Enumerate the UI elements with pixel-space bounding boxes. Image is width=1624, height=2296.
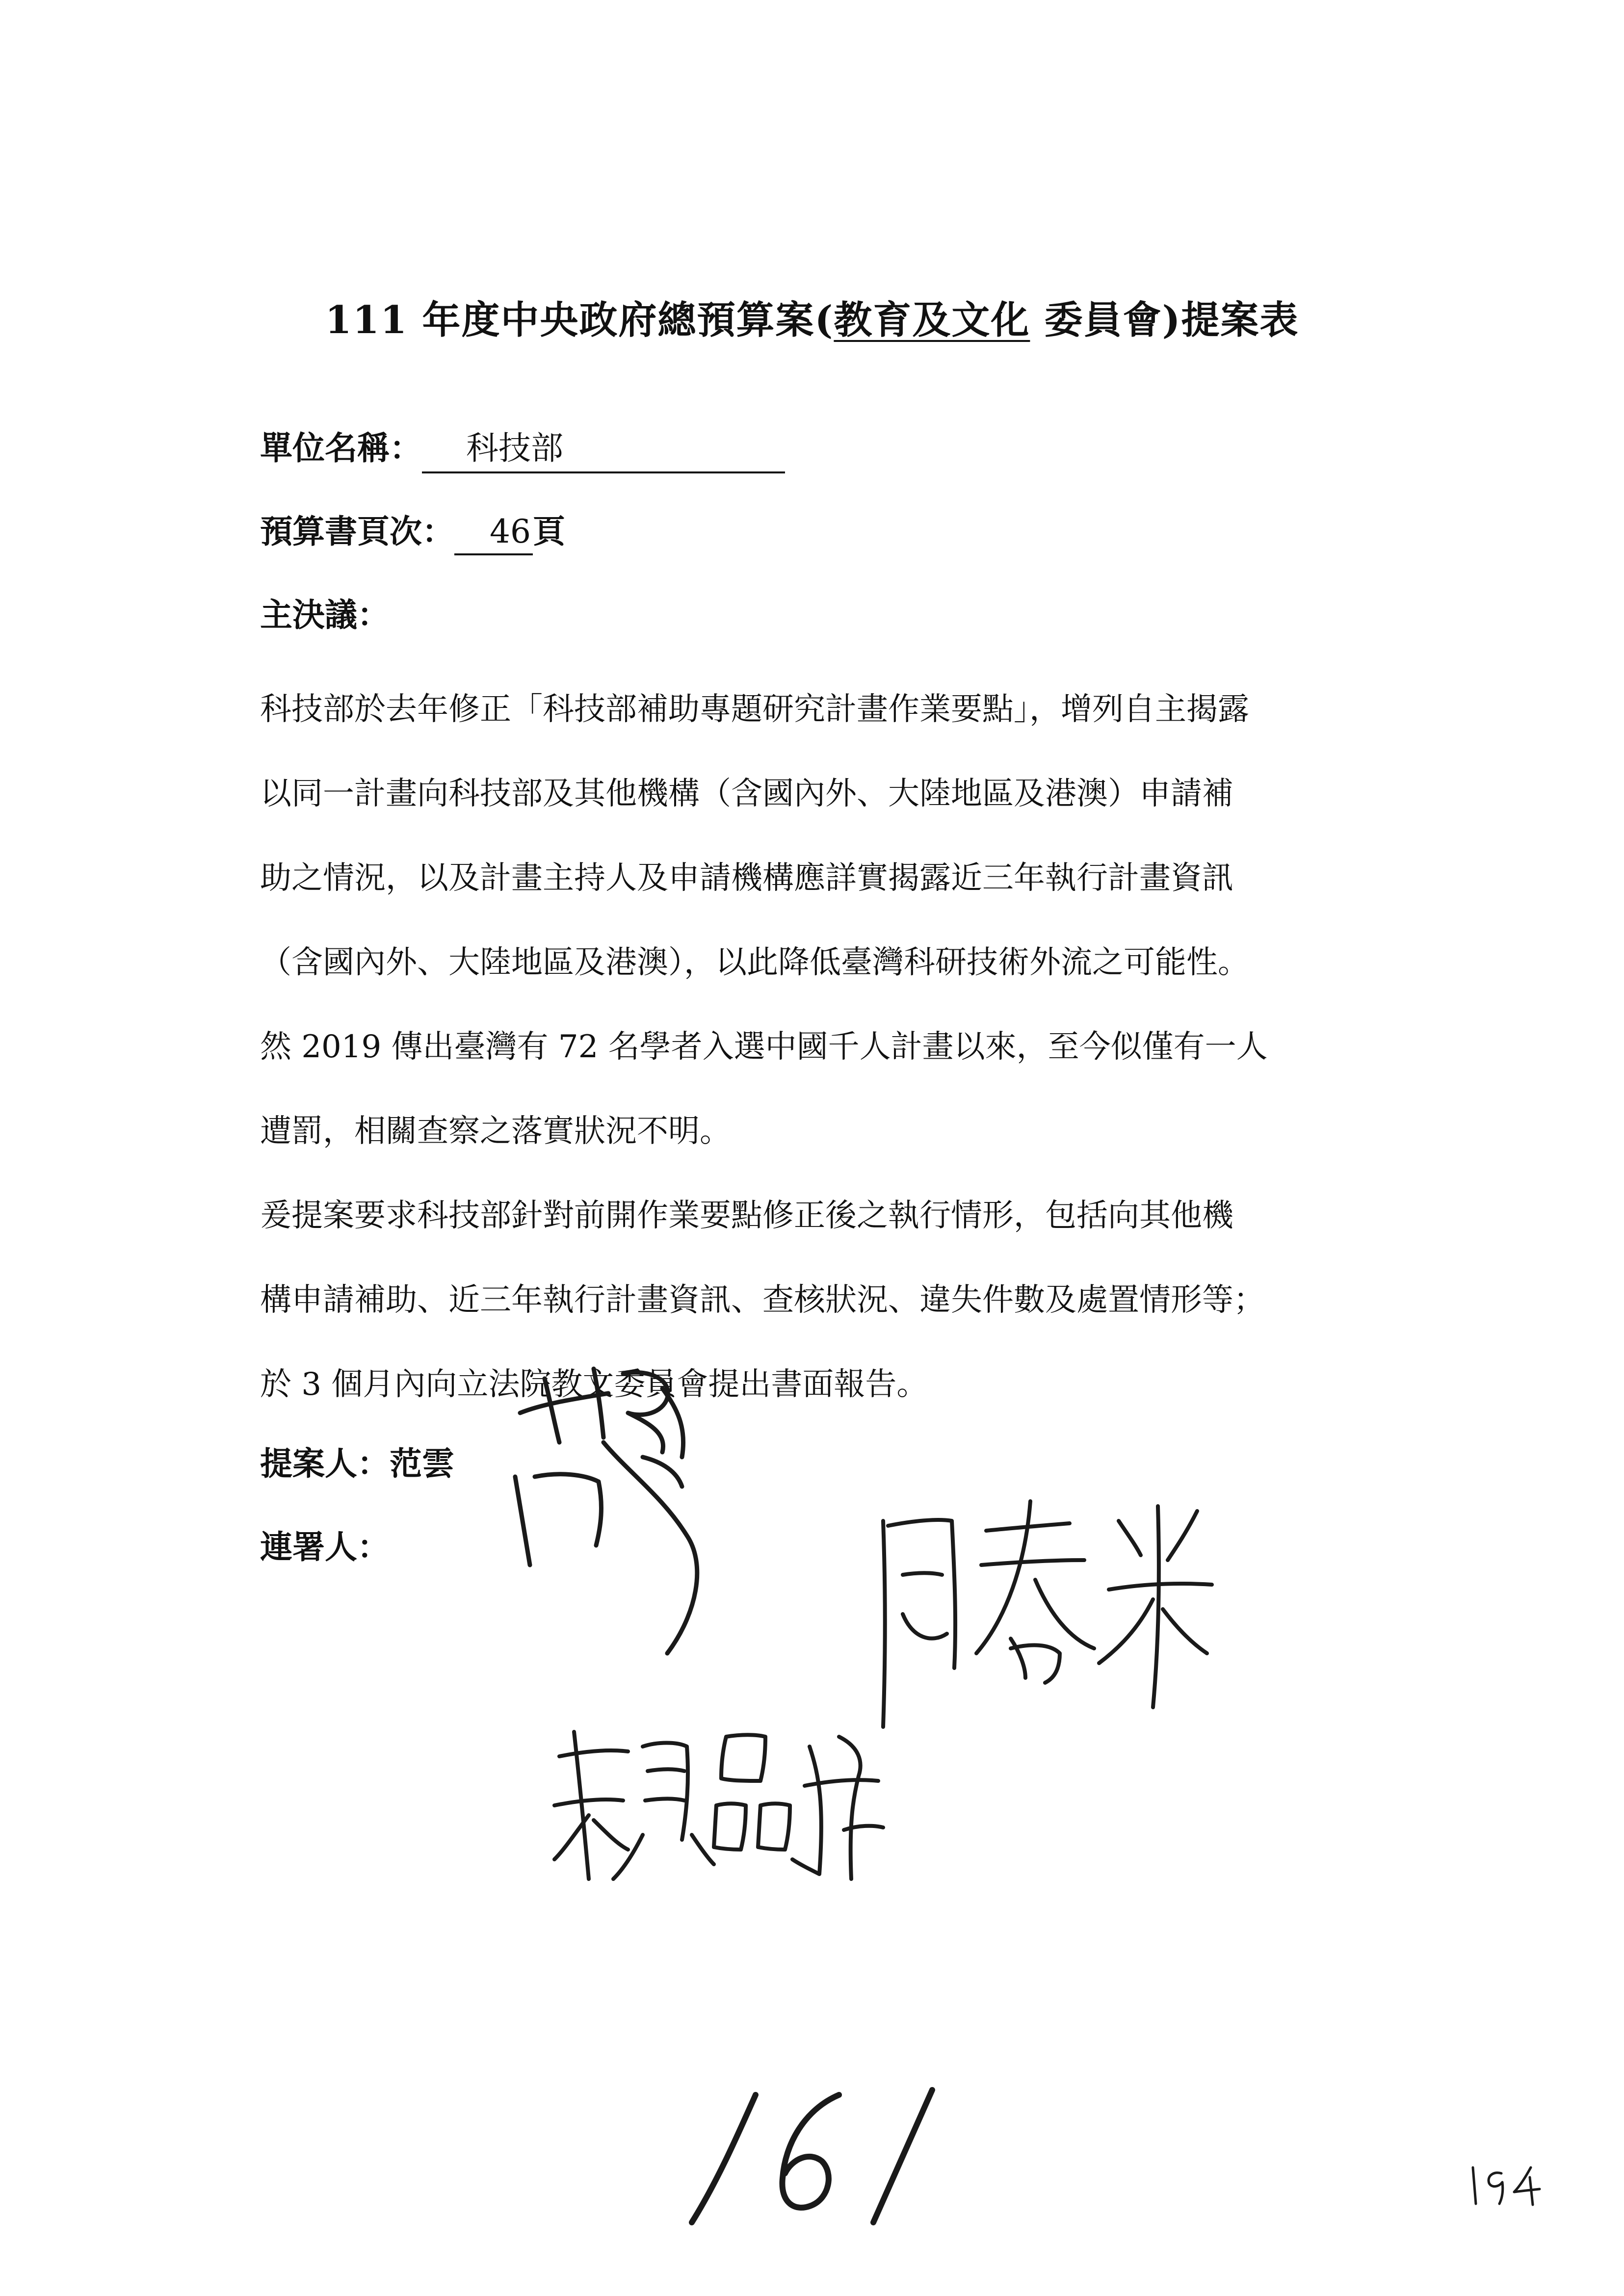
- body-line: 遭罰，相關查察之落實狀況不明。: [260, 1113, 731, 1149]
- title-prefix: 111 年度中央政府總預算案(: [325, 298, 834, 342]
- signature-lai-pin-yu: [545, 1717, 888, 1894]
- body-line: 助之情況，以及計畫主持人及申請機構應詳實揭露近三年執行計畫資訊: [260, 860, 1233, 896]
- body-line: 爰提案要求科技部針對前開作業要點修正後之執行情形，包括向其他機: [260, 1198, 1233, 1234]
- budget-page-unit: 頁: [533, 512, 565, 550]
- unit-name-label: 單位名稱：: [260, 429, 422, 467]
- title-suffix: 委員會)提案表: [1030, 298, 1299, 342]
- body-line: 科技部於去年修正「科技部補助專題研究計畫作業要點」，增列自主揭露: [260, 691, 1249, 728]
- unit-name-field: [260, 422, 785, 473]
- title-committee: 教育及文化: [834, 298, 1030, 342]
- signature-fan-yun: [500, 1359, 726, 1693]
- signature-chou-chun-mi: [864, 1491, 1217, 1766]
- proposer-label: 提案人：: [260, 1444, 390, 1483]
- unit-name-value: 科技部: [422, 422, 785, 473]
- handwritten-corner-number: [1467, 2159, 1545, 2208]
- body-line: 構申請補助、近三年執行計畫資訊、查核狀況、違失件數及處置情形等；: [260, 1282, 1265, 1318]
- handwritten-page-number: [677, 2080, 952, 2237]
- body-line: 於 3 個月內向立法院教文委員會提出書面報告。: [260, 1366, 928, 1403]
- budget-page-value: 46: [454, 513, 533, 555]
- body-line: 然 2019 傳出臺灣有 72 名學者入選中國千人計畫以來，至今似僅有一人: [260, 1029, 1268, 1065]
- body-line: 以同一計畫向科技部及其他機構（含國內外、大陸地區及港澳）申請補: [260, 776, 1233, 812]
- cosigner-field: [260, 1521, 390, 1567]
- budget-page-field: [260, 505, 565, 555]
- resolution-body: [260, 667, 1447, 1427]
- body-line: （含國內外、大陸地區及港澳），以此降低臺灣科研技術外流之可能性。: [260, 944, 1249, 981]
- budget-page-label: 預算書頁次：: [260, 512, 454, 550]
- proposer-field: [260, 1437, 454, 1484]
- document-title: [0, 289, 1624, 344]
- proposer-name: 范雲: [390, 1444, 454, 1483]
- main-resolution-label: 主決議：: [260, 596, 390, 634]
- cosigner-label: 連署人：: [260, 1528, 390, 1566]
